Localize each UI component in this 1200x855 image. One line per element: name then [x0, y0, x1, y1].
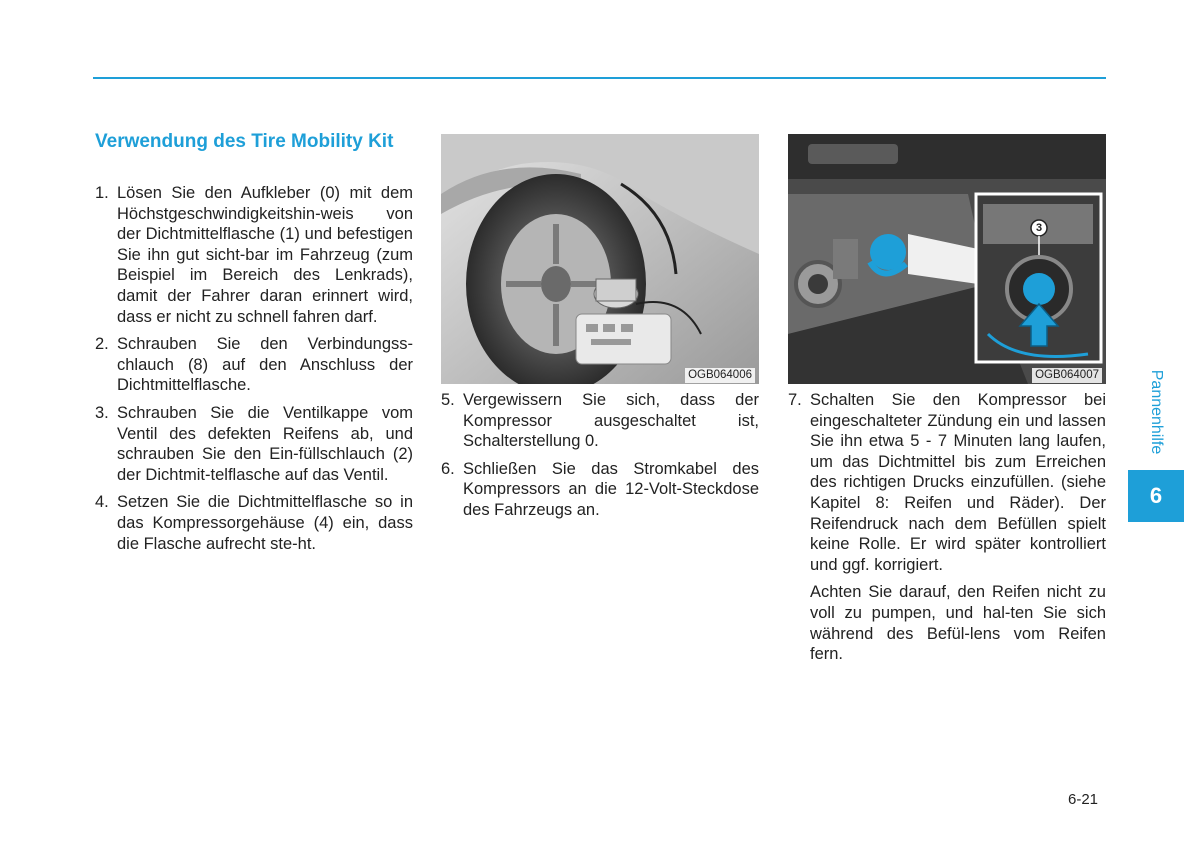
- steps-list-part-1: [95, 183, 413, 554]
- step-text: Schrauben Sie den Verbindungss-chlauch (8) auf den Anschluss der Dichtmittelflasche.: [117, 335, 413, 395]
- step-text: Setzen Sie die Dichtmittelflasche so in das Kompressorgehäuse (4) ein, dass die Flasche aufrecht ste-ht.: [117, 493, 413, 553]
- column-left: [95, 183, 413, 561]
- page-number: 6-21: [1068, 791, 1099, 808]
- steps-list-part-3: [788, 390, 1106, 575]
- figure-compressor-tire: [441, 134, 759, 384]
- list-item: 6. Schließen Sie das Stromkabel des Kompressors an die 12-Volt-Steckdose des Fahrzeugs an.: [441, 459, 759, 519]
- section-heading: Verwendung des Tire Mobility Kit: [95, 131, 394, 152]
- step-text: Vergewissern Sie sich, dass der Kompressor ausgeschaltet ist, Schalterstellung 0.: [463, 391, 759, 451]
- figure-code: OGB064007: [1032, 368, 1102, 383]
- column-middle: [441, 390, 759, 528]
- list-item: 3. Schrauben Sie die Ventilkappe vom Ventil des defekten Reifens ab, und schrauben Sie den Ein-füllschlauch (2) der Dichtmit-telflasche auf das Ventil.: [95, 403, 413, 484]
- callout-number: 3: [1035, 222, 1043, 234]
- figure-power-socket: [788, 134, 1106, 384]
- step-text: Schrauben Sie die Ventilkappe vom Ventil des defekten Reifens ab, und schrauben Sie den Ein-füllschlauch (2) der Dichtmit-telflasche auf das Ventil.: [117, 403, 413, 484]
- chapter-number: 6: [1149, 483, 1163, 508]
- list-item: 2. Schrauben Sie den Verbindungss-chlauch (8) auf den Anschluss der Dichtmittelflasche.: [95, 335, 413, 395]
- chapter-label: Pannenhilfe: [1148, 369, 1165, 455]
- list-item: 7. Schalten Sie den Kompressor bei eingeschalteter Zündung ein und lassen Sie ihn etwa 5 - 7 Minuten lang laufen, um das Dichtmittel bis zum Erreichen des richtigen Drucks einzufüllen. (siehe Kapitel 8: Reifen und Räder). Der Reifendruck nach dem Befüllen spielt keine Rolle. Er wird später kontrolliert und ggf. korrigiert.: [788, 391, 1106, 574]
- header-rule: [93, 77, 1106, 79]
- column-right: [788, 390, 1106, 665]
- list-item: 1. Lösen Sie den Aufkleber (0) mit dem Höchstgeschwindigkeitshin-weis von der Dichtmittelflasche (1) und befestigen Sie ihn gut sicht-bar im Fahrzeug (zum Beispiel im Bereich des Lenkrads), damit der Fahrer daran erinnert wird, dass er nicht zu schnell fahren darf.: [95, 184, 413, 326]
- chapter-tab: [1128, 470, 1184, 522]
- compressor-tire-illustration: [441, 134, 759, 384]
- step-7-note: Achten Sie darauf, den Reifen nicht zu voll zu pumpen, und hal-ten Sie sich während des Befül-lens vom Reifen fern.: [810, 583, 1106, 664]
- list-item: 5. Vergewissern Sie sich, dass der Kompressor ausgeschaltet ist, Schalterstellung 0.: [441, 391, 759, 451]
- step-text: Schließen Sie das Stromkabel des Kompressors an die 12-Volt-Steckdose des Fahrzeugs an.: [463, 459, 759, 519]
- step-text: Lösen Sie den Aufkleber (0) mit dem Höchstgeschwindigkeitshin-weis von der Dichtmittelflasche (1) und befestigen Sie ihn gut sicht-bar im Fahrzeug (zum Beispiel im Bereich des Lenkrads), damit der Fahrer daran erinnert wird, dass er nicht zu schnell fahren darf.: [117, 184, 413, 326]
- figure-code: OGB064006: [685, 368, 755, 383]
- step-text: Schalten Sie den Kompressor bei eingeschalteter Zündung ein und lassen Sie ihn etwa 5 - 7 Minuten lang laufen, um das Dichtmittel bis zum Erreichen des richtigen Drucks einzufüllen. (siehe Kapitel 8: Reifen und Räder). Der Reifendruck nach dem Befüllen spielt keine Rolle. Er wird später kontrolliert und ggf. korrigiert.: [810, 391, 1106, 574]
- steps-list-part-2: [441, 390, 759, 521]
- list-item: 4. Setzen Sie die Dichtmittelflasche so in das Kompressorgehäuse (4) ein, dass die Flasche aufrecht ste-ht.: [95, 493, 413, 553]
- power-socket-illustration: [788, 134, 1106, 384]
